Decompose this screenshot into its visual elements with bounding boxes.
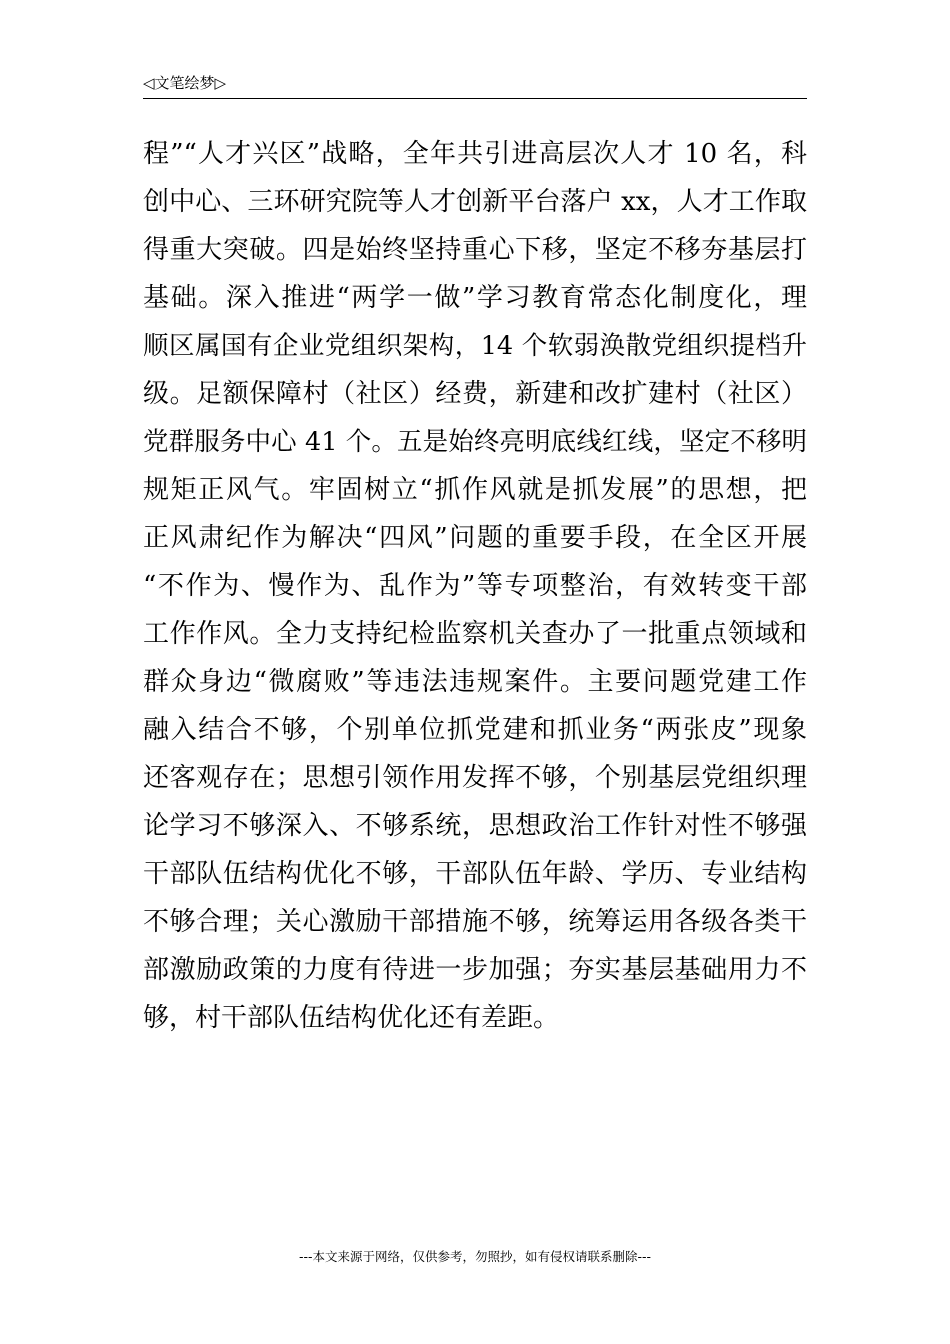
- body-text: [143, 130, 807, 1042]
- text-line: 级。足额保障村（社区）经费，新建和改扩建村（社区）: [143, 379, 807, 409]
- text-line: 不够合理；关心激励干部措施不够，统筹运用各级各类干: [143, 907, 807, 937]
- text-line: 群众身边“微腐败”等违法违规案件。主要问题党建工作: [143, 667, 807, 697]
- text-line: 还客观存在；思想引领作用发挥不够，个别基层党组织理: [143, 763, 807, 793]
- text-line: “不作为、慢作为、乱作为”等专项整治，有效转变干部: [143, 571, 807, 601]
- text-line: 正风肃纪作为解决“四风”问题的重要手段，在全区开展: [143, 523, 807, 553]
- text-line: 融入结合不够，个别单位抓党建和抓业务“两张皮”现象: [143, 715, 807, 745]
- text-line: 工作作风。全力支持纪检监察机关查办了一批重点领域和: [143, 619, 807, 649]
- text-line: 部激励政策的力度有待进一步加强；夯实基层基础用力不: [143, 955, 807, 985]
- text-line: 程”“人才兴区”战略，全年共引进高层次人才 10 名，科: [143, 139, 807, 169]
- text-line: 得重大突破。四是始终坚持重心下移，坚定不移夯基层打: [143, 235, 807, 265]
- page-header: [143, 72, 807, 99]
- text-line-last: 够，村干部队伍结构优化还有差距。: [143, 1003, 560, 1033]
- text-line: 顺区属国有企业党组织架构，14 个软弱涣散党组织提档升: [143, 331, 807, 361]
- text-line: 规矩正风气。牢固树立“抓作风就是抓发展”的思想，把: [143, 475, 807, 505]
- text-line: 党群服务中心 41 个。五是始终亮明底线红线，坚定不移明: [143, 427, 807, 457]
- text-line: 论学习不够深入、不够系统，思想政治工作针对性不够强: [143, 811, 807, 841]
- text-line: 干部队伍结构优化不够，干部队伍年龄、学历、专业结构: [143, 859, 807, 889]
- text-line: 创中心、三环研究院等人才创新平台落户 xx，人才工作取: [143, 187, 807, 217]
- header-title: ◁文笔绘梦▷: [143, 74, 227, 92]
- text-line: 基础。深入推进“两学一做”学习教育常态化制度化，理: [143, 283, 807, 313]
- page-footer: ---本文来源于网络，仅供参考，勿照抄，如有侵权请联系删除---: [298, 1249, 652, 1264]
